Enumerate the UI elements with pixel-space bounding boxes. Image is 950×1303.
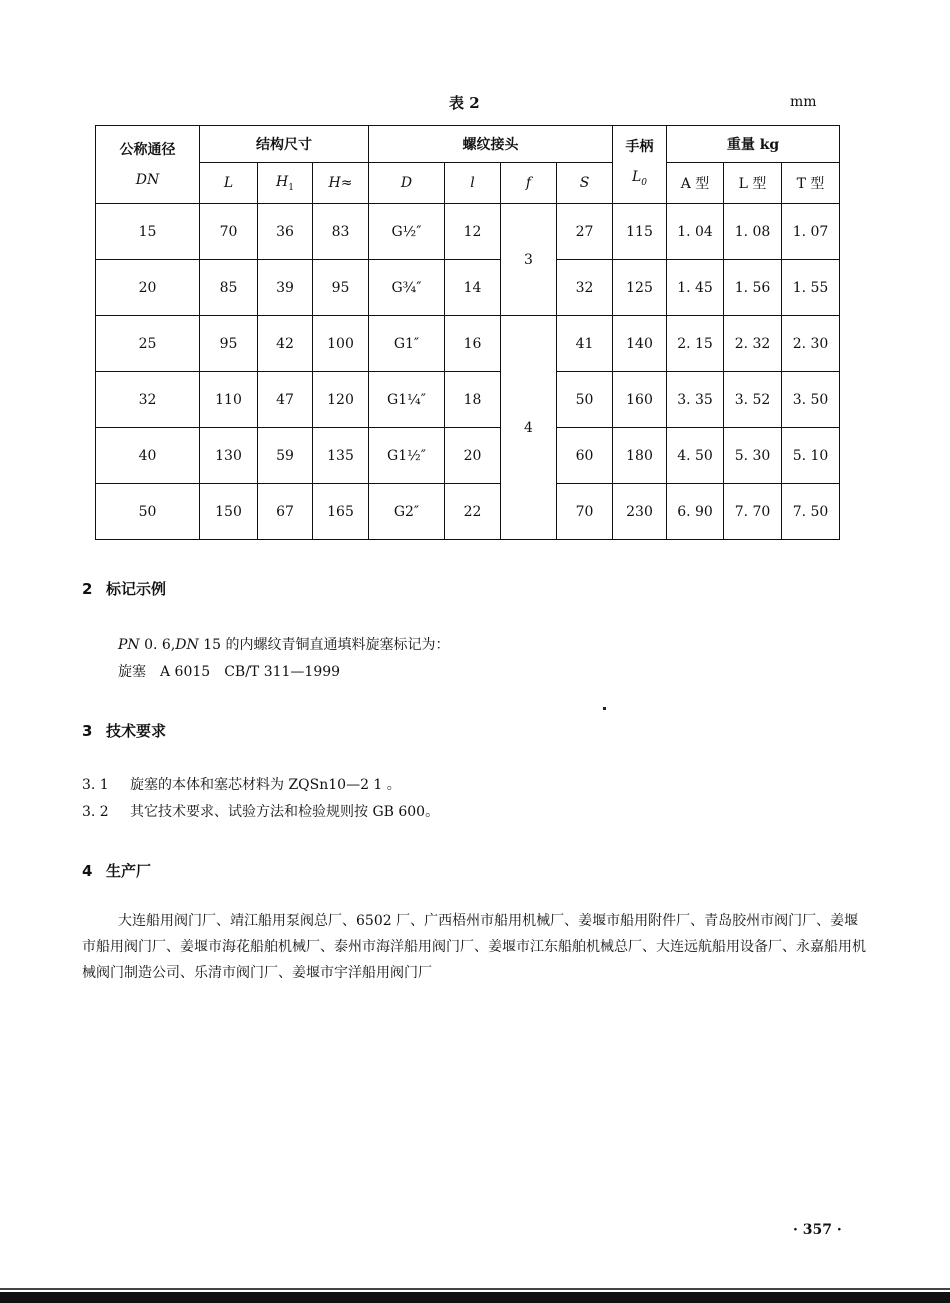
header-H-approx: H≈ xyxy=(313,163,369,204)
table-row xyxy=(96,428,840,484)
table-cell: 2. 15 xyxy=(667,316,724,372)
table-cell: 41 xyxy=(557,316,613,372)
header-type-l: L 型 xyxy=(724,163,782,204)
table-cell: 95 xyxy=(313,260,369,316)
section-2-heading: 2 标记示例 xyxy=(82,580,167,598)
header-l: l xyxy=(445,163,501,204)
table-cell: 85 xyxy=(200,260,258,316)
requirement-item: 3. 1 旋塞的本体和塞芯材料为 ZQSn10—2 1 。 xyxy=(82,777,401,793)
table-cell: 1. 04 xyxy=(667,204,724,260)
manufacturers-paragraph: 大连船用阀门厂、靖江船用泵阀总厂、6502 厂、广西梧州市船用机械厂、姜堰市船用附件厂、青岛胶州市阀门厂、姜堰市船用阀门厂、姜堰市海花船舶机械厂、泰州市海洋船用阀门厂、姜堰市江东船舶机械总厂、大连远航船用设备厂、永嘉船用机械阀门制造公司、乐清市阀门厂、姜堰市宇洋船用阀门厂 xyxy=(82,913,866,981)
table-cell: 2. 32 xyxy=(724,316,782,372)
header-dn: 公称通径 DN xyxy=(96,126,200,204)
table-cell: 6. 90 xyxy=(667,484,724,540)
scan-speck xyxy=(603,707,606,710)
table-cell: G1¼″ xyxy=(369,372,445,428)
header-L: L xyxy=(200,163,258,204)
table-cell: 7. 70 xyxy=(724,484,782,540)
table-cell: G1½″ xyxy=(369,428,445,484)
header-H1: $H_1$ xyxy=(258,163,313,204)
table-cell: 7. 50 xyxy=(782,484,840,540)
table-cell: 50 xyxy=(557,372,613,428)
table-cell: 12 xyxy=(445,204,501,260)
spec-table xyxy=(95,125,840,540)
table-unit: mm xyxy=(790,94,817,110)
table-cell: 15 xyxy=(96,204,200,260)
table-cell: 16 xyxy=(445,316,501,372)
table-cell: G¾″ xyxy=(369,260,445,316)
table-cell: 22 xyxy=(445,484,501,540)
section-4-heading: 4 生产厂 xyxy=(82,862,152,880)
table-cell: 20 xyxy=(445,428,501,484)
table-row xyxy=(96,204,840,260)
header-thread: 螺纹接头 xyxy=(369,126,613,163)
marking-example-line: PN 0. 6,DN 15 的内螺纹青铜直通填料旋塞标记为： xyxy=(118,637,450,653)
header-D: D xyxy=(369,163,445,204)
table-cell: 130 xyxy=(200,428,258,484)
scan-bottom-edge xyxy=(0,1292,950,1303)
table-cell: 3. 50 xyxy=(782,372,840,428)
header-weight: 重量 kg xyxy=(667,126,840,163)
table-cell: 20 xyxy=(96,260,200,316)
table-cell: 70 xyxy=(200,204,258,260)
marking-code: 旋塞 A 6015 CB/T 311—1999 xyxy=(118,664,341,680)
table-cell: 50 xyxy=(96,484,200,540)
table-cell: 115 xyxy=(613,204,667,260)
table-cell: 110 xyxy=(200,372,258,428)
table-cell: 70 xyxy=(557,484,613,540)
table-cell: 18 xyxy=(445,372,501,428)
table-cell: 25 xyxy=(96,316,200,372)
table-cell: 3. 35 xyxy=(667,372,724,428)
table-cell: 4. 50 xyxy=(667,428,724,484)
f-value-4: 4 xyxy=(501,316,557,540)
table-cell: 27 xyxy=(557,204,613,260)
header-type-a: A 型 xyxy=(667,163,724,204)
header-S: S xyxy=(557,163,613,204)
table-cell: 3. 52 xyxy=(724,372,782,428)
table-cell: 83 xyxy=(313,204,369,260)
header-f: f xyxy=(501,163,557,204)
table-cell: 14 xyxy=(445,260,501,316)
table-row xyxy=(96,260,840,316)
table-cell: 230 xyxy=(613,484,667,540)
table-cell: 100 xyxy=(313,316,369,372)
scan-edge-line xyxy=(0,1288,950,1290)
table-cell: 60 xyxy=(557,428,613,484)
table-cell: 1. 55 xyxy=(782,260,840,316)
table-row xyxy=(96,372,840,428)
table-cell: 36 xyxy=(258,204,313,260)
table-cell: G½″ xyxy=(369,204,445,260)
page-number: · 357 · xyxy=(793,1222,842,1238)
table-cell: 39 xyxy=(258,260,313,316)
table-cell: 1. 07 xyxy=(782,204,840,260)
header-type-t: T 型 xyxy=(782,163,840,204)
table-cell: 32 xyxy=(96,372,200,428)
section-3-heading: 3 技术要求 xyxy=(82,722,167,740)
table-cell: 1. 56 xyxy=(724,260,782,316)
header-handle: 手柄 $L_0$ xyxy=(613,126,667,204)
table-cell: 42 xyxy=(258,316,313,372)
table-cell: 160 xyxy=(613,372,667,428)
table-cell: 120 xyxy=(313,372,369,428)
table-cell: 150 xyxy=(200,484,258,540)
table-cell: 32 xyxy=(557,260,613,316)
table-cell: 125 xyxy=(613,260,667,316)
table-cell: G1″ xyxy=(369,316,445,372)
table-cell: 59 xyxy=(258,428,313,484)
table-cell: G2″ xyxy=(369,484,445,540)
header-structure: 结构尺寸 xyxy=(200,126,369,163)
table-caption: 表 2 xyxy=(449,94,480,112)
table-cell: 1. 45 xyxy=(667,260,724,316)
requirement-item: 3. 2 其它技术要求、试验方法和检验规则按 GB 600。 xyxy=(82,804,440,820)
table-cell: 1. 08 xyxy=(724,204,782,260)
table-cell: 2. 30 xyxy=(782,316,840,372)
table-cell: 140 xyxy=(613,316,667,372)
f-value-3: 3 xyxy=(501,204,557,316)
table-cell: 95 xyxy=(200,316,258,372)
table-cell: 5. 10 xyxy=(782,428,840,484)
table-cell: 40 xyxy=(96,428,200,484)
table-cell: 67 xyxy=(258,484,313,540)
table-row xyxy=(96,484,840,540)
table-cell: 5. 30 xyxy=(724,428,782,484)
table-cell: 165 xyxy=(313,484,369,540)
table-row xyxy=(96,316,840,372)
table-cell: 180 xyxy=(613,428,667,484)
table-cell: 135 xyxy=(313,428,369,484)
table-cell: 47 xyxy=(258,372,313,428)
